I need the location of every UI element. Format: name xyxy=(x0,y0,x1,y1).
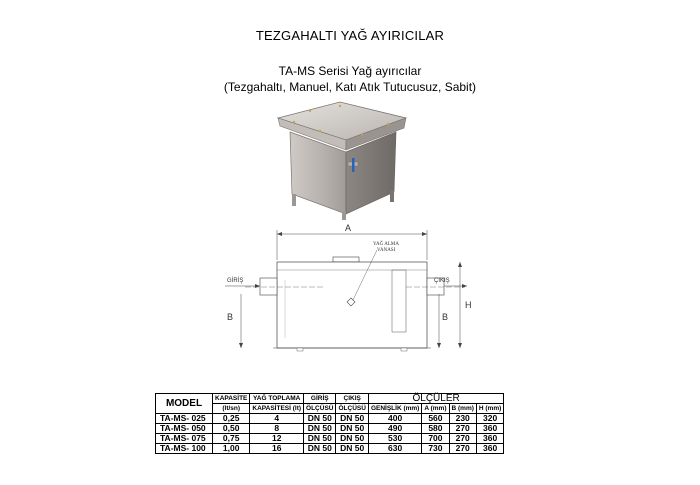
table-row: TA-MS- 075 0,75 12 DN 50 DN 50 530 700 270 360 xyxy=(156,434,504,444)
product-photo xyxy=(270,96,415,221)
leg xyxy=(390,190,394,202)
header-oil-capacity: YAĞ TOPLAMA xyxy=(250,394,304,404)
outlet-label: ÇIKIŞ xyxy=(434,278,450,284)
header-a: A (mm) xyxy=(422,404,449,414)
table-row: TA-MS- 100 1,00 16 DN 50 DN 50 630 730 270 360 xyxy=(156,444,504,454)
header-outlet-size: ÖLÇÜSÜ xyxy=(336,404,368,414)
dimension-b-right-label: B xyxy=(442,312,449,322)
header-h: H (mm) xyxy=(476,404,503,414)
header-inlet: GİRİŞ xyxy=(304,394,336,404)
inlet-pipe xyxy=(260,278,277,295)
dimension-b-left-label: B xyxy=(227,312,234,322)
lid-handle xyxy=(333,257,359,262)
header-inlet-size: ÖLÇÜSÜ xyxy=(304,404,336,414)
inlet-label: GİRİŞ xyxy=(227,278,244,284)
valve-handle xyxy=(352,158,355,172)
series-subtitle: TA-MS Serisi Yağ ayırıcılar xyxy=(278,64,422,78)
header-capacity: KAPASİTE xyxy=(213,394,250,404)
leg xyxy=(342,212,346,220)
header-oil-capacity-unit: KAPASİTESİ (lt) xyxy=(250,404,304,414)
header-model: MODEL xyxy=(156,394,213,414)
table-row: TA-MS- 050 0,50 8 DN 50 DN 50 490 580 270 360 xyxy=(156,424,504,434)
header-capacity-unit: (lt/sn) xyxy=(213,404,250,414)
valve-label-line2: VANASI xyxy=(377,248,396,253)
valve-label-line1: YAĞ ALMA xyxy=(373,242,399,247)
header-dimensions: ÖLÇÜLER xyxy=(368,394,503,404)
leg xyxy=(292,194,296,206)
header-width: GENİŞLİK (mm) xyxy=(368,404,421,414)
page-title: TEZGAHALTI YAĞ AYIRICILAR xyxy=(255,28,445,43)
specification-table xyxy=(155,393,504,454)
header-outlet: ÇIKIŞ xyxy=(336,394,368,404)
series-description: (Tezgahaltı, Manuel, Katı Atık Tutucusuz, Sabit) xyxy=(223,80,477,94)
header-b: B (mm) xyxy=(449,404,476,414)
table-row: TA-MS- 025 0,25 4 DN 50 DN 50 400 560 230 320 xyxy=(156,414,504,424)
dimension-h-label: H xyxy=(465,300,472,310)
dimension-a-label: A xyxy=(345,223,352,233)
technical-drawing xyxy=(205,220,490,360)
